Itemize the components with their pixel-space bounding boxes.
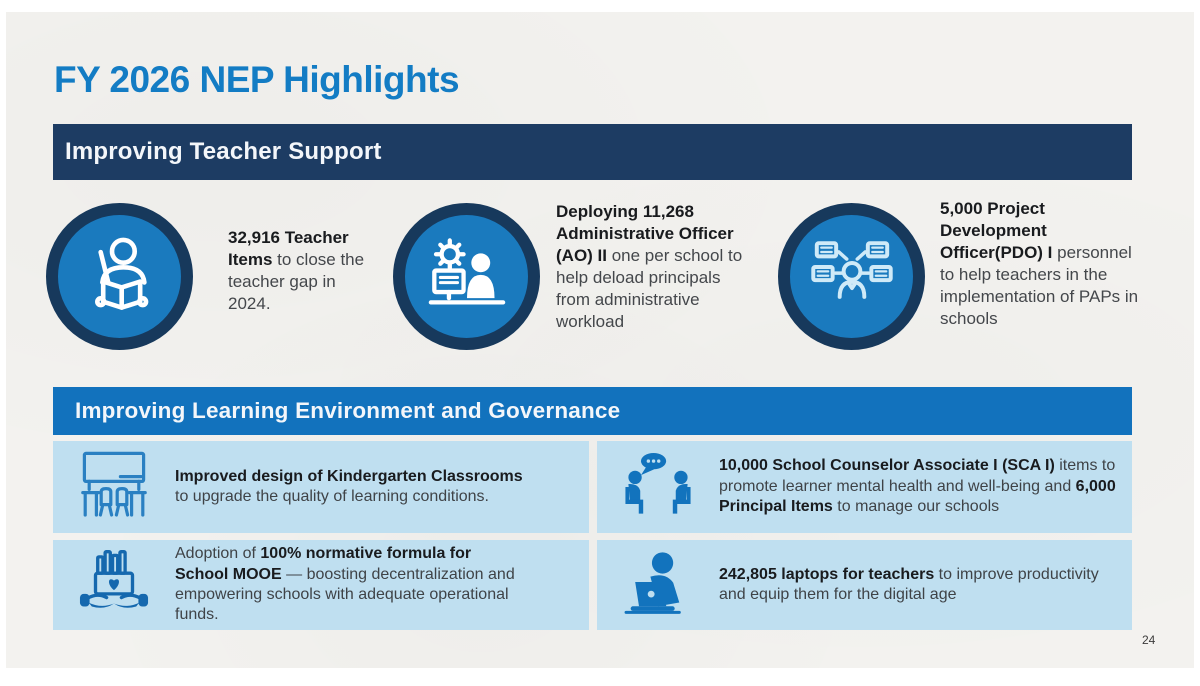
section-header-label: Improving Learning Environment and Governance (75, 398, 621, 423)
section-header-teacher-support (53, 124, 1132, 180)
teacher-items-text: 32,916 Teacher Items to close the teacher gap in 2024. (228, 228, 365, 313)
admin-officer-icon (424, 231, 510, 322)
kindergarten-classrooms-cell (53, 441, 589, 533)
section-header-label: Improving Teacher Support (65, 138, 382, 165)
teacher-reading-icon (78, 232, 162, 321)
school-mooe-text: Adoption of 100% normative formula for School MOOE — boosting decentralization and empowering schools with adequate operational funds. (175, 545, 515, 624)
pdo-text: 5,000 Project Development Officer(PDO) I personnel to help teachers in the implementation of PAPs in schools (940, 199, 1139, 328)
section-header-learning-governance (53, 387, 1132, 435)
school-mooe-cell (53, 540, 589, 630)
page-number: 24 (1142, 633, 1156, 647)
kindergarten-classrooms-text: Improved design of Kindergarten Classrooms to upgrade the quality of learning conditions. (175, 467, 523, 505)
admin-officer-badge (393, 203, 540, 350)
counseling-icon (597, 450, 719, 524)
page-title: FY 2026 NEP Highlights (54, 59, 460, 100)
teacher-laptop-icon (597, 547, 719, 623)
admin-officer-text: Deploying 11,268 Administrative Officer (AO) II one per school to help deload principals from administrative workload (556, 202, 743, 331)
counselor-items-text: 10,000 School Counselor Associate I (SCA I) items to promote learner mental health and well-being and 6,000 Principal Items to manage our schools (719, 457, 1116, 516)
teacher-items-badge (46, 203, 193, 350)
laptops-cell (597, 540, 1132, 630)
counselor-items-cell (597, 441, 1132, 533)
laptops-text: 242,805 laptops for teachers to improve productivity and equip them for the digital age (719, 565, 1099, 603)
pdo-badge (778, 203, 925, 350)
pdo-network-icon (808, 230, 896, 323)
kindergarten-classroom-icon (53, 447, 175, 527)
school-mooe-funds-icon (53, 548, 175, 622)
